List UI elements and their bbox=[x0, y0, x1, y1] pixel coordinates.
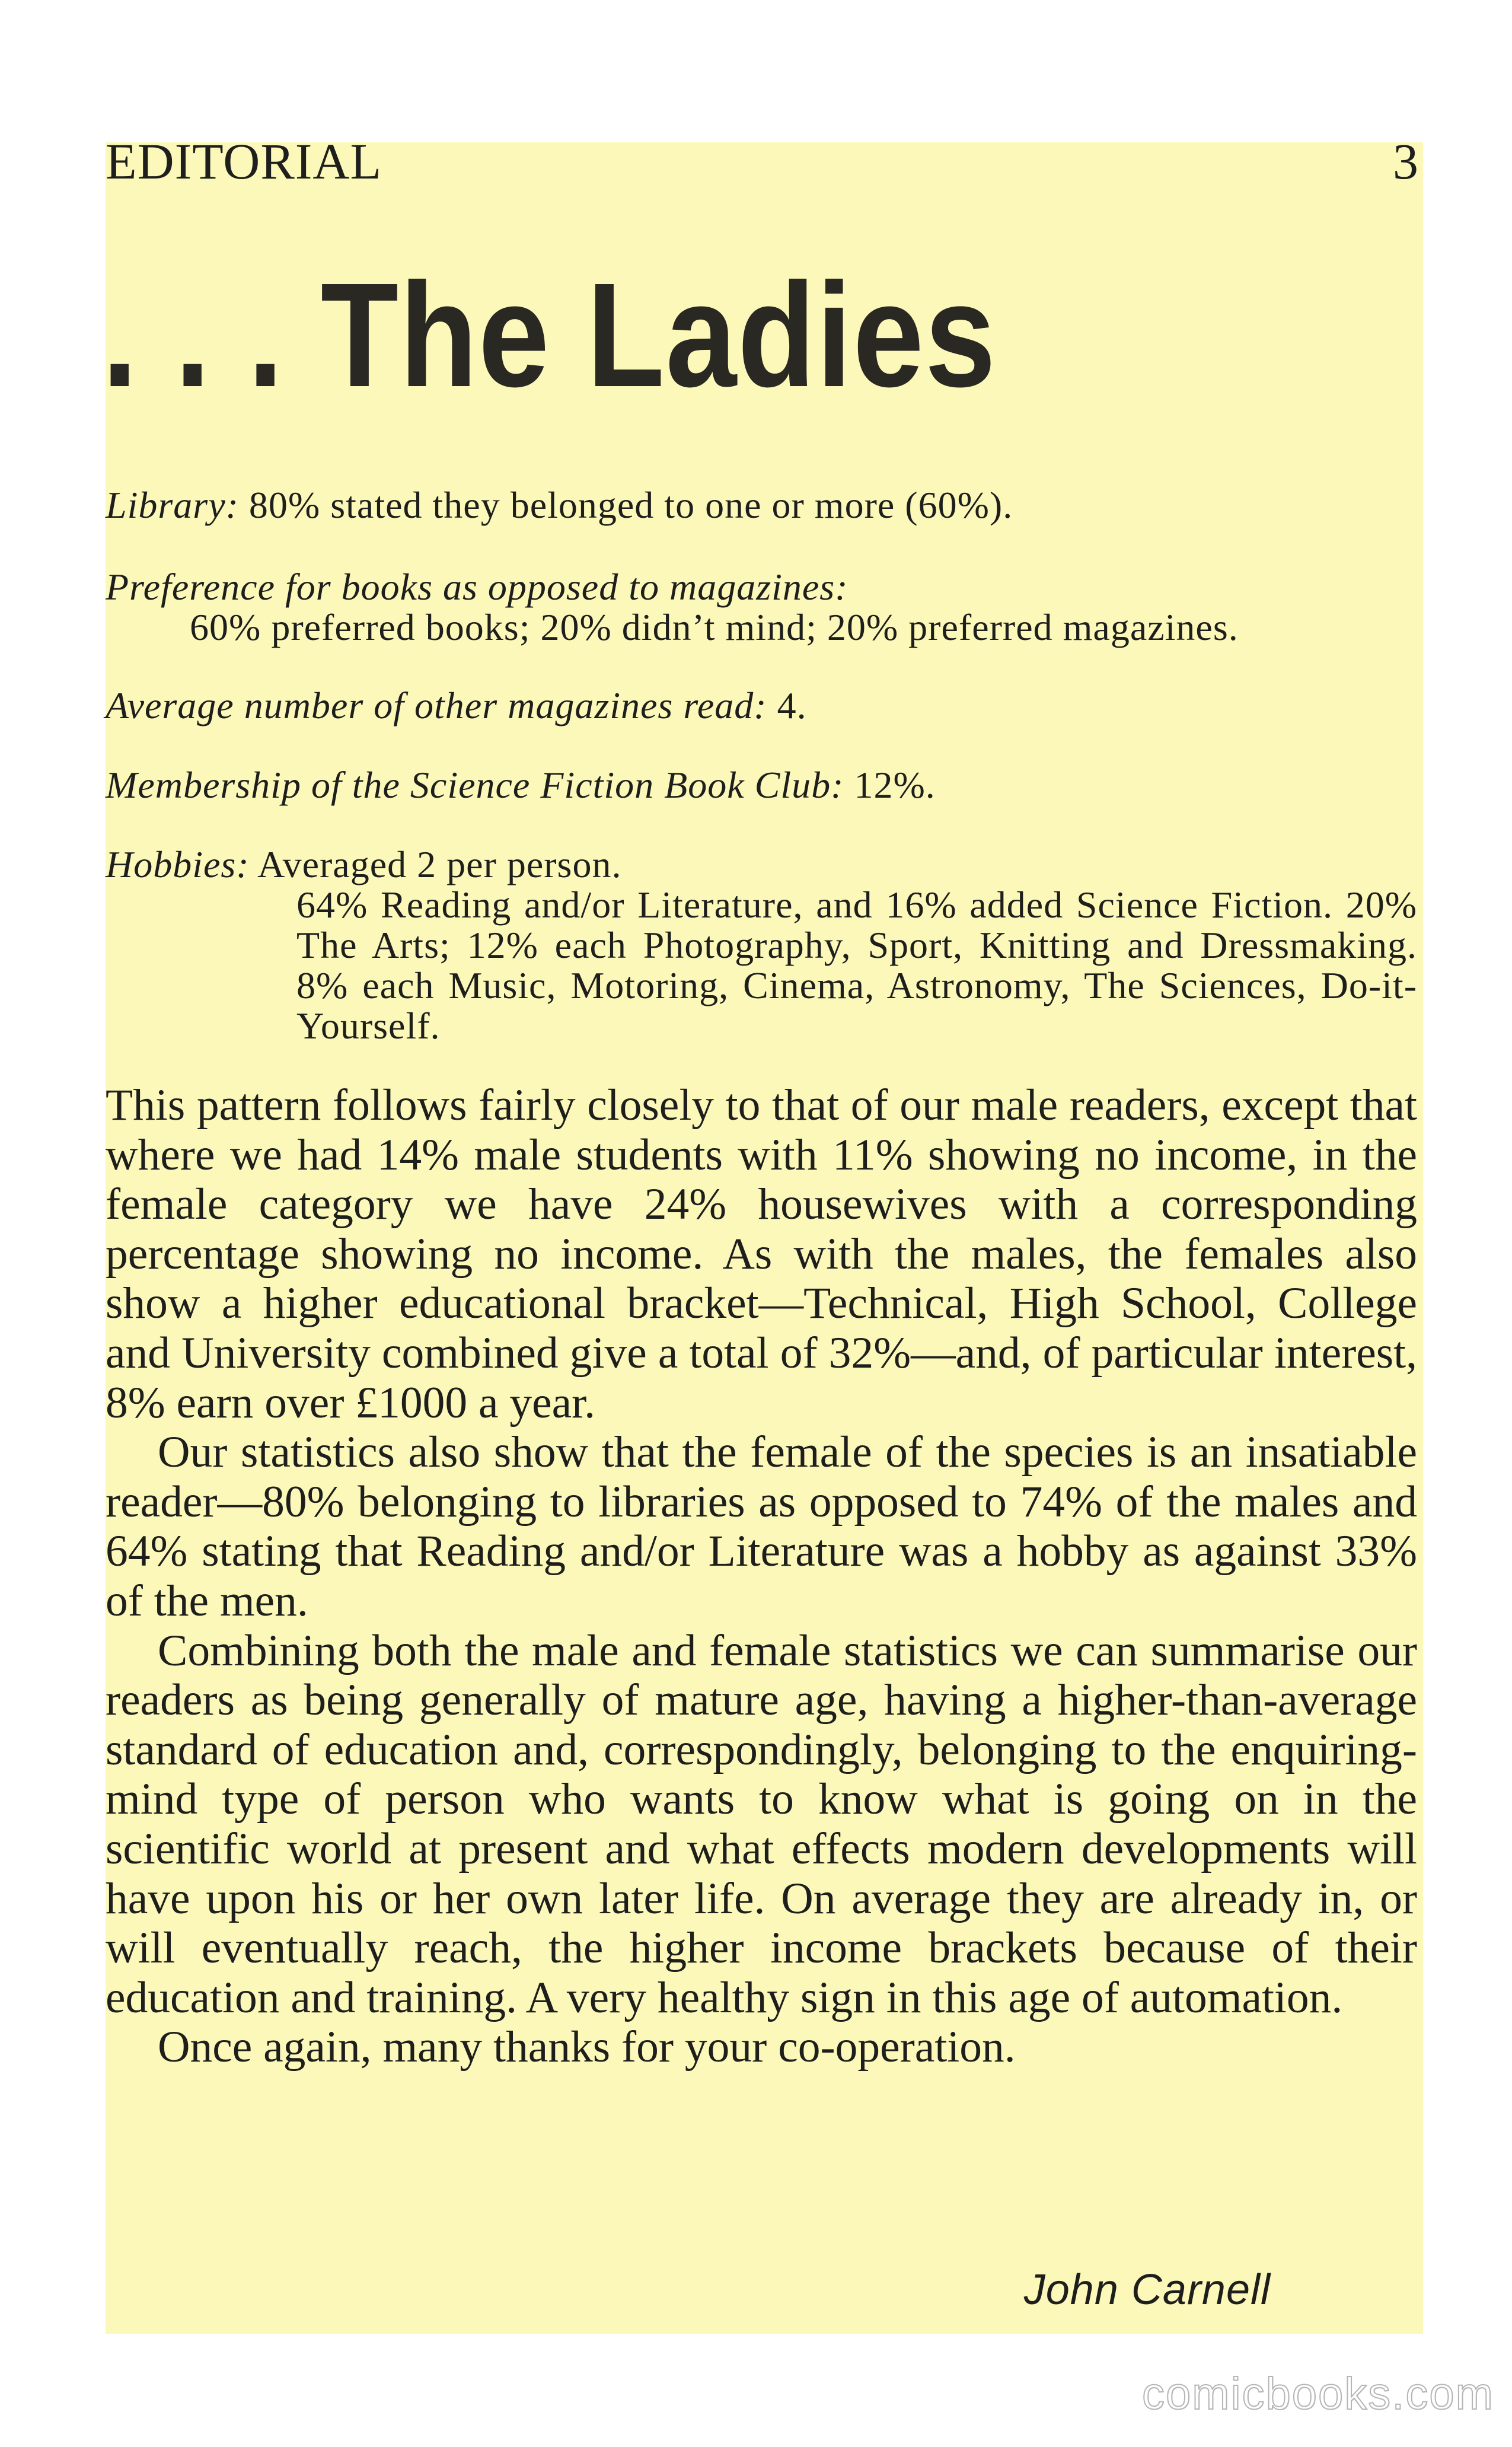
stat-average-magazines-value: 4. bbox=[767, 684, 807, 727]
stat-hobbies-detail: 64% Reading and/or Literature, and 16% added Science Fiction. 20% The Arts; 12% each Photography, Sport, Knitting and Dressmaking. 8% each Music, Motoring, Cinema, Astronomy, The Sciences, Do-it-Yourself. bbox=[296, 884, 1417, 1047]
stat-book-club bbox=[106, 765, 1417, 805]
stat-hobbies bbox=[106, 845, 1417, 1046]
body-paragraph: Our statistics also show that the female of the species is an insatiable reader—80% belonging to libraries as opposed to 74% of the males and 64% stating that Reading and/or Literature was a hobby as against 33% of the men. bbox=[106, 1428, 1417, 1626]
author-signature: John Carnell bbox=[1023, 2266, 1271, 2314]
stat-preference-value: 60% preferred books; 20% didn’t mind; 20% preferred magazines. bbox=[190, 606, 1239, 648]
section-header: EDITORIAL bbox=[106, 133, 382, 190]
stat-book-club-label: Membership of the Science Fiction Book Club: bbox=[106, 764, 844, 806]
site-watermark: comicbooks.com bbox=[1142, 2369, 1494, 2419]
editorial-body bbox=[106, 1081, 1417, 2072]
stat-hobbies-first-line: Averaged 2 per person. bbox=[249, 843, 622, 885]
body-paragraph: This pattern follows fairly closely to that of our male readers, except that where we had 14% male students with 11% showing no income, in the female category we have 24% housewives with a corresponding percentage showing no income. As with the males, the females also show a higher educational bracket—Technical, High School, College and University combined give a total of 32%—and, of particular interest, 8% earn over £1000 a year. bbox=[106, 1081, 1417, 1428]
stat-average-magazines-label: Average number of other magazines read: bbox=[106, 684, 767, 727]
stat-library-value: 80% stated they belonged to one or more (60%). bbox=[238, 484, 1013, 526]
body-paragraph: Once again, many thanks for your co-operation. bbox=[158, 2022, 1016, 2072]
stat-book-club-value: 12%. bbox=[844, 764, 936, 806]
stat-library bbox=[106, 485, 1417, 525]
stat-preference-label: Preference for books as opposed to magazines: bbox=[106, 566, 848, 608]
stat-average-magazines bbox=[106, 686, 1417, 726]
body-paragraph: Combining both the male and female statistics we can summarise our readers as being generally of mature age, having a higher-than-average standard of education and, correspondingly, belonging to the enquiring-mind type of person who wants to know what is going on in the scientific world at present and what effects modern developments will have upon his or her own later life. On average they are already in, or will eventually reach, the higher income brackets because of their education and training. A very healthy sign in this age of automation. bbox=[106, 1626, 1417, 2022]
stat-library-label: Library: bbox=[106, 484, 239, 526]
page-number: 3 bbox=[1393, 133, 1418, 190]
stat-hobbies-label: Hobbies: bbox=[106, 843, 250, 885]
stat-preference bbox=[106, 567, 1417, 648]
editorial-title: . . . The Ladies bbox=[102, 252, 997, 418]
